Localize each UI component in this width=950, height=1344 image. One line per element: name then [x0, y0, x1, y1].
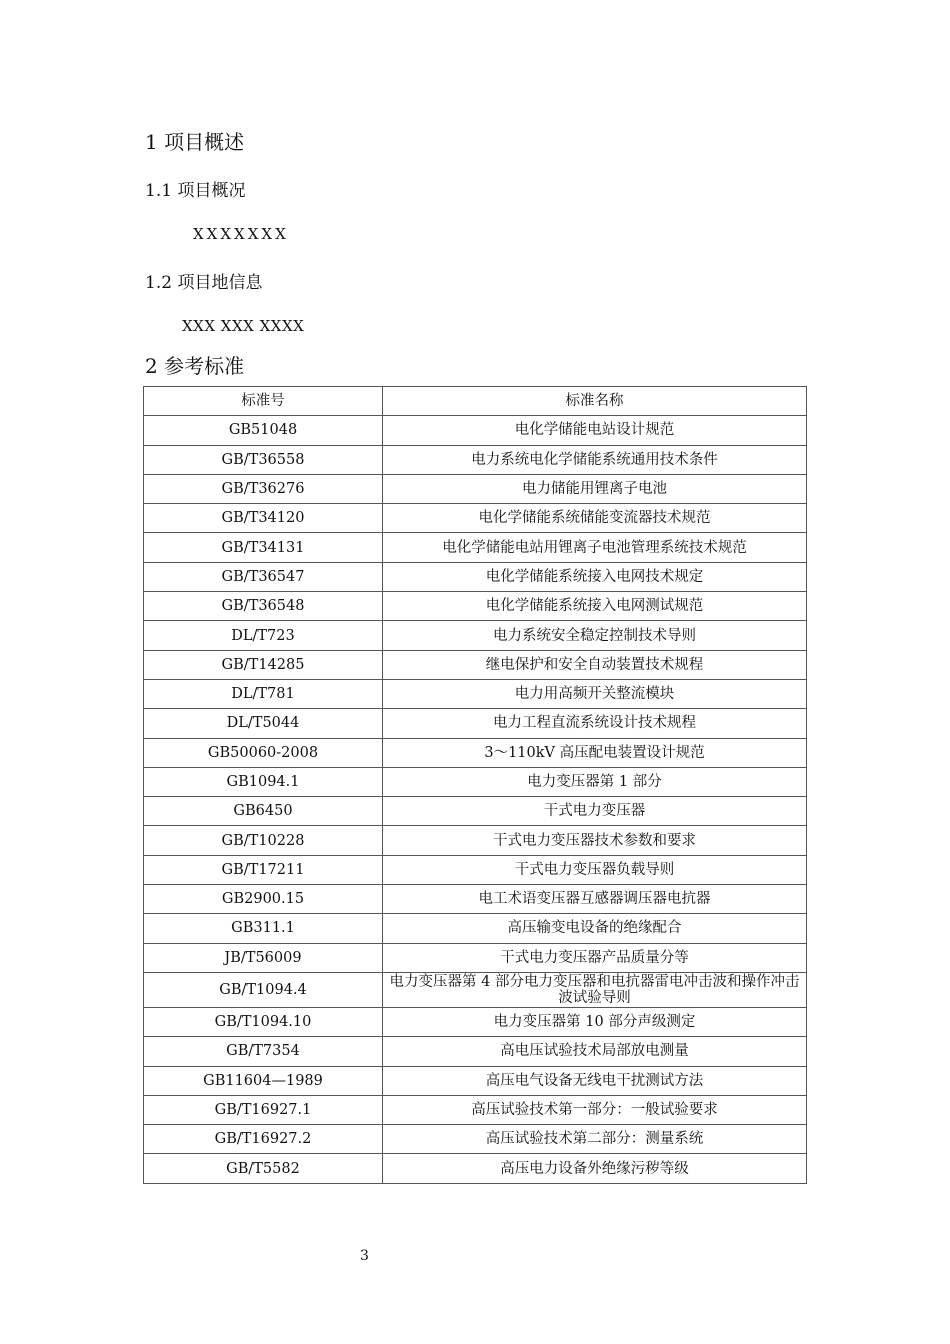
- standard-name-cell: 电力工程直流系统设计技术规程: [383, 709, 807, 738]
- standard-number-cell: DL/T723: [144, 621, 383, 650]
- project-location-text: XXX XXX XXXX: [182, 317, 305, 335]
- table-row: [144, 1125, 807, 1154]
- standard-number-cell: GB6450: [144, 797, 383, 826]
- standard-name-cell: 高压试验技术第一部分：一般试验要求: [383, 1095, 807, 1124]
- standard-number-cell: GB/T5582: [144, 1154, 383, 1183]
- table-row: [144, 504, 807, 533]
- standard-number-cell: GB/T1094.10: [144, 1007, 383, 1036]
- section-1-1-heading: 1.1 项目概况: [145, 181, 246, 201]
- standard-number-cell: GB/T34131: [144, 533, 383, 562]
- table-row: [144, 650, 807, 679]
- table-row: [144, 445, 807, 474]
- table-row: [144, 474, 807, 503]
- standard-name-cell: 电工术语变压器互感器调压器电抗器: [383, 885, 807, 914]
- section-1-2-heading: 1.2 项目地信息: [145, 273, 263, 293]
- standard-name-cell: 干式电力变压器负载导则: [383, 855, 807, 884]
- table-row: [144, 797, 807, 826]
- standard-number-cell: GB/T16927.2: [144, 1125, 383, 1154]
- table-row: [144, 416, 807, 445]
- standard-name-cell: 电化学储能电站设计规范: [383, 416, 807, 445]
- standard-number-cell: JB/T56009: [144, 943, 383, 972]
- table-row: [144, 914, 807, 943]
- standard-number-cell: DL/T5044: [144, 709, 383, 738]
- standard-name-cell: 干式电力变压器技术参数和要求: [383, 826, 807, 855]
- standard-number-cell: GB/T34120: [144, 504, 383, 533]
- standard-name-cell: 电化学储能系统接入电网技术规定: [383, 562, 807, 591]
- standard-number-cell: GB/T36547: [144, 562, 383, 591]
- table-row: [144, 943, 807, 972]
- standard-name-cell: 电力变压器第 1 部分: [383, 767, 807, 796]
- standard-number-cell: GB/T7354: [144, 1037, 383, 1066]
- header-standard-number: 标准号: [144, 387, 383, 416]
- table-row: [144, 1095, 807, 1124]
- table-row: [144, 738, 807, 767]
- standard-number-cell: GB11604—1989: [144, 1066, 383, 1095]
- standard-number-cell: GB50060-2008: [144, 738, 383, 767]
- table-row: [144, 885, 807, 914]
- standard-name-cell: 电化学储能系统储能变流器技术规范: [383, 504, 807, 533]
- table-row: [144, 1037, 807, 1066]
- standard-number-cell: GB51048: [144, 416, 383, 445]
- standard-name-cell: 电力储能用锂离子电池: [383, 474, 807, 503]
- standard-name-cell: 电力系统电化学储能系统通用技术条件: [383, 445, 807, 474]
- standard-name-cell: 高压试验技术第二部分：测量系统: [383, 1125, 807, 1154]
- table-row: [144, 1154, 807, 1183]
- standard-name-cell: 继电保护和安全自动装置技术规程: [383, 650, 807, 679]
- standard-name-cell: 3～110kV 高压配电装置设计规范: [383, 738, 807, 767]
- table-row: [144, 592, 807, 621]
- table-row: [144, 533, 807, 562]
- standard-name-cell: 电力系统安全稳定控制技术导则: [383, 621, 807, 650]
- standard-name-cell: 高压电气设备无线电干扰测试方法: [383, 1066, 807, 1095]
- standard-name-cell: 电化学储能系统接入电网测试规范: [383, 592, 807, 621]
- table-row: [144, 767, 807, 796]
- table-row: [144, 709, 807, 738]
- table-row: [144, 1066, 807, 1095]
- table-header-row: [144, 387, 807, 416]
- standard-number-cell: GB311.1: [144, 914, 383, 943]
- standard-name-cell: 高压输变电设备的绝缘配合: [383, 914, 807, 943]
- standard-name-cell: 高电压试验技术局部放电测量: [383, 1037, 807, 1066]
- standard-name-cell: 干式电力变压器产品质量分等: [383, 943, 807, 972]
- table-row: [144, 855, 807, 884]
- standard-number-cell: GB2900.15: [144, 885, 383, 914]
- standard-name-cell: 电力用高频开关整流模块: [383, 679, 807, 708]
- table-row: [144, 826, 807, 855]
- standard-name-cell: 电化学储能电站用锂离子电池管理系统技术规范: [383, 533, 807, 562]
- standard-number-cell: GB/T36548: [144, 592, 383, 621]
- table-row: [144, 1007, 807, 1036]
- standard-number-cell: GB/T36558: [144, 445, 383, 474]
- project-overview-text: XXXXXXX: [193, 225, 289, 243]
- header-standard-name: 标准名称: [383, 387, 807, 416]
- page-number: 3: [360, 1248, 369, 1264]
- section-1-heading: 1 项目概述: [145, 130, 245, 154]
- table-row: [144, 562, 807, 591]
- standard-number-cell: GB/T1094.4: [144, 972, 383, 1007]
- standard-number-cell: GB/T10228: [144, 826, 383, 855]
- reference-standards-table: [143, 386, 807, 1184]
- standard-name-cell: 干式电力变压器: [383, 797, 807, 826]
- table-row: [144, 621, 807, 650]
- standard-name-cell: 电力变压器第 4 部分电力变压器和电抗器雷电冲击波和操作冲击波试验导则: [383, 972, 807, 1007]
- standard-number-cell: GB/T36276: [144, 474, 383, 503]
- standard-number-cell: GB1094.1: [144, 767, 383, 796]
- standard-number-cell: DL/T781: [144, 679, 383, 708]
- table-row: [144, 972, 807, 1007]
- table-row: [144, 679, 807, 708]
- standard-name-cell: 电力变压器第 10 部分声级测定: [383, 1007, 807, 1036]
- standard-name-cell: 高压电力设备外绝缘污秽等级: [383, 1154, 807, 1183]
- standard-number-cell: GB/T16927.1: [144, 1095, 383, 1124]
- section-2-heading: 2 参考标准: [145, 354, 245, 378]
- standard-number-cell: GB/T14285: [144, 650, 383, 679]
- standard-number-cell: GB/T17211: [144, 855, 383, 884]
